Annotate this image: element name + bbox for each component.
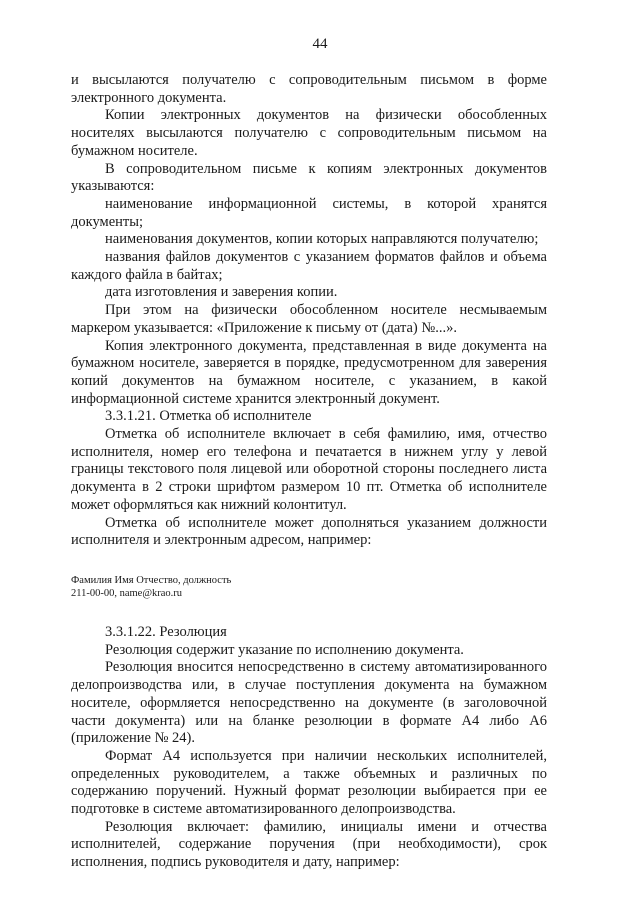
paragraph: Резолюция вносится непосредственно в систему автоматизированного делопроизводства или, в случае поступления документа на бумажном носителе, оформляется непосредственно на документе (в заголовочной части документа) или на бланке резолюции в формате А4 либо А6 (приложение № 24). xyxy=(71,659,547,747)
page-number: 44 xyxy=(312,36,328,52)
paragraph: Копии электронных документов на физически обособленных носителях высылаются получателю с сопроводительным письмом на бумажном носителе. xyxy=(71,107,547,159)
paragraphs-bottom xyxy=(71,624,547,872)
executor-sample-line1: Фамилия Имя Отчество, должность xyxy=(71,574,232,586)
paragraph: 3.3.1.22. Резолюция xyxy=(105,623,227,640)
executor-sample-line2: 211-00-00, name@krao.ru xyxy=(71,587,183,599)
document-body xyxy=(71,72,547,872)
paragraph: дата изготовления и заверения копии. xyxy=(105,284,338,301)
paragraphs-top xyxy=(71,72,547,550)
paragraph: Формат А4 используется при наличии нескольких исполнителей, определенных руководителем, а также объемных и различных по содержанию поручений. Нужный формат резолюции выбирается при ее подготовке в системе автоматизированного делопроизводства. xyxy=(71,747,547,818)
paragraph: и высылаются получателю с сопроводительным письмом в форме электронного документа. xyxy=(71,72,547,106)
executor-sample xyxy=(71,574,547,600)
paragraph: При этом на физически обособленном носителе несмываемым маркером указывается: «Приложение к письму от (дата) №...». xyxy=(71,302,547,336)
paragraph: наименования документов, копии которых направляются получателю; xyxy=(105,231,539,248)
paragraph: наименование информационной системы, в которой хранятся документы; xyxy=(71,195,547,230)
paragraph: Копия электронного документа, представленная в виде документа на бумажном носителе, заверяется в порядке, предусмотренном для заверения копий документов на бумажном носителе, с указанием, в какой информационной системе хранится электронный документ. xyxy=(71,337,547,407)
paragraph: В сопроводительном письме к копиям электронных документов указываются: xyxy=(71,160,547,195)
paragraph: названия файлов документов с указанием форматов файлов и объема каждого файла в байтах; xyxy=(71,249,547,283)
paragraph: Резолюция содержит указание по исполнению документа. xyxy=(105,641,464,658)
paragraph: 3.3.1.21. Отметка об исполнителе xyxy=(105,408,312,425)
paragraph: Отметка об исполнителе может дополняться указанием должности исполнителя и электронным адресом, например: xyxy=(71,514,547,549)
paragraph: Отметка об исполнителе включает в себя фамилию, имя, отчество исполнителя, номер его телефона и печатается в нижнем углу у левой границы текстового поля лицевой или оборотной стороны последнего листа документа в 2 строки шрифтом размером 10 пт. Отметка об исполнителе может оформляться как нижний колонтитул. xyxy=(71,426,547,513)
paragraph: Резолюция включает: фамилию, инициалы имени и отчества исполнителей, содержание поручения (при необходимости), срок исполнения, подпись руководителя и дату, например: xyxy=(71,818,547,871)
